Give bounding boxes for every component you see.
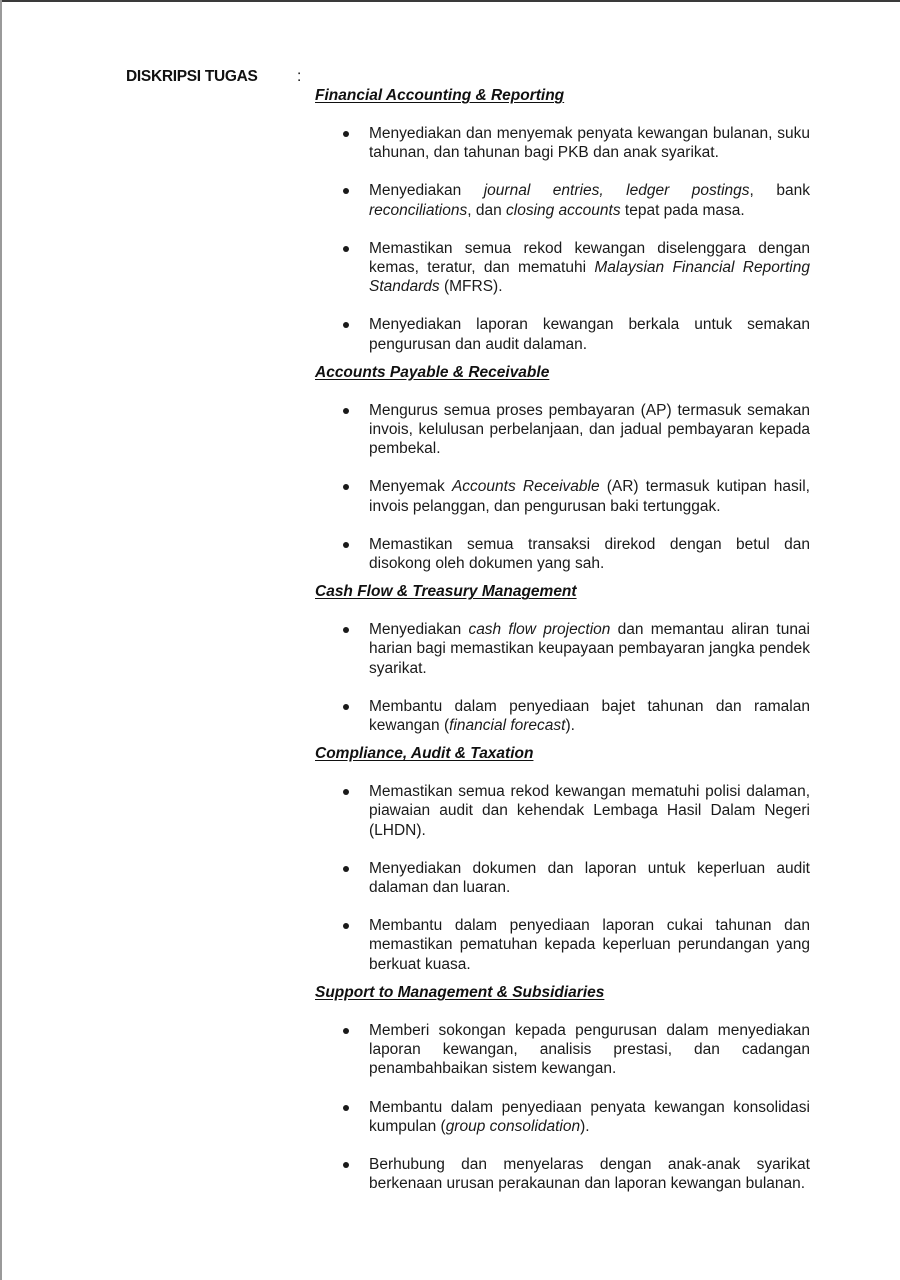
text-run: , bank xyxy=(749,182,810,200)
page-top-border xyxy=(0,0,900,2)
bullet-list xyxy=(315,124,810,354)
italic-term: reconciliations xyxy=(369,201,468,219)
bullet-icon xyxy=(343,484,349,490)
list-item xyxy=(315,315,810,353)
section-heading: Financial Accounting & Reporting xyxy=(315,87,565,104)
list-item xyxy=(315,859,810,897)
list-item xyxy=(315,620,810,678)
text-run: Menyediakan dan menyemak penyata kewangan bulanan, suku tahunan, dan tahunan bagi PKB dan anak syarikat. xyxy=(369,125,810,162)
page-left-border xyxy=(0,0,2,1280)
list-item-text xyxy=(369,402,810,457)
text-run: (MFRS). xyxy=(439,278,503,296)
bullet-icon xyxy=(343,188,349,194)
italic-term: financial forecast xyxy=(449,717,566,735)
text-run: ). xyxy=(565,717,575,735)
list-item xyxy=(315,697,810,735)
bullet-icon xyxy=(343,542,349,548)
section-financial-accounting-reporting xyxy=(315,86,810,354)
list-item-text xyxy=(369,536,810,572)
list-item xyxy=(315,535,810,573)
section-support-to-management-subsidiaries xyxy=(315,983,810,1193)
list-item-text xyxy=(369,240,810,295)
text-run: Memastikan semua rekod kewangan mematuhi polisi dalaman, piawaian audit dan kehendak Lembaga Hasil Dalam Negeri (LHDN). xyxy=(369,783,810,839)
bullet-list xyxy=(315,401,810,573)
bullet-icon xyxy=(343,704,349,710)
text-run: Memastikan semua rekod kewangan diselenggara dengan kemas, teratur, dan mematuhi xyxy=(369,239,810,277)
bullet-icon xyxy=(343,131,349,137)
text-run: , dan xyxy=(467,201,506,219)
bullet-icon xyxy=(343,627,349,633)
section-compliance-audit-taxation xyxy=(315,744,810,974)
section-heading: Cash Flow & Treasury Management xyxy=(315,583,577,601)
list-item-text xyxy=(369,125,810,161)
text-run: Menyediakan xyxy=(369,182,484,200)
bullet-icon xyxy=(343,1162,349,1168)
bullet-icon xyxy=(343,1105,349,1111)
bullet-icon xyxy=(343,408,349,414)
bullet-list xyxy=(315,620,810,735)
list-item xyxy=(315,239,810,297)
section-accounts-payable-receivable xyxy=(315,363,810,573)
italic-term: cash flow projection xyxy=(468,621,611,639)
list-item xyxy=(315,1098,810,1136)
section-heading: Support to Management & Subsidiaries xyxy=(315,983,605,1001)
list-item xyxy=(315,1155,810,1193)
list-item xyxy=(315,477,810,515)
list-item-text xyxy=(369,917,810,972)
text-run: Menyemak xyxy=(369,478,452,496)
field-label-job-description: DISKRIPSI TUGAS xyxy=(126,68,258,85)
text-run: dan memantau aliran tunai harian bagi memastikan keupayaan pembayaran jangka pendek syarikat. xyxy=(369,621,810,677)
text-run: Membantu dalam penyediaan laporan cukai tahunan dan memastikan pematuhan kepada keperluan perundangan yang berkuat kuasa. xyxy=(369,917,810,973)
list-item-text xyxy=(369,316,810,352)
bullet-icon xyxy=(343,866,349,872)
list-item xyxy=(315,1021,810,1079)
list-item-text xyxy=(369,621,810,676)
italic-term: closing accounts xyxy=(506,201,621,219)
list-item-text xyxy=(369,1099,810,1135)
text-run: tepat pada masa. xyxy=(620,201,745,219)
section-heading: Accounts Payable & Receivable xyxy=(315,363,550,381)
text-run: (AR) termasuk kutipan hasil, invois pelanggan, dan pengurusan baki tertunggak. xyxy=(369,478,810,515)
section-cash-flow-treasury-management xyxy=(315,582,810,735)
text-run: Menyediakan laporan kewangan berkala untuk semakan pengurusan dan audit dalaman. xyxy=(369,316,810,353)
list-item xyxy=(315,782,810,840)
list-item-text xyxy=(369,698,810,734)
bullet-icon xyxy=(343,923,349,929)
bullet-icon xyxy=(343,246,349,252)
text-run: Menyediakan dokumen dan laporan untuk keperluan audit dalaman dan luaran. xyxy=(369,859,810,897)
list-item-text xyxy=(369,1022,810,1077)
job-description-content xyxy=(315,86,810,1202)
list-item xyxy=(315,916,810,974)
field-separator: : xyxy=(297,68,302,85)
bullet-list xyxy=(315,1021,810,1193)
italic-term: Malaysian Financial Reporting Standards xyxy=(369,259,810,296)
text-run: Membantu dalam penyediaan bajet tahunan dan ramalan kewangan ( xyxy=(369,697,810,735)
italic-term: journal entries, ledger postings xyxy=(483,182,750,200)
list-item-text xyxy=(369,860,810,896)
bullet-icon xyxy=(343,1028,349,1034)
list-item xyxy=(315,124,810,162)
bullet-icon xyxy=(343,322,349,328)
text-run: Memastikan semua transaksi direkod dengan betul dan disokong oleh dokumen yang sah. xyxy=(369,535,810,573)
text-run: Membantu dalam penyediaan penyata kewangan konsolidasi kumpulan ( xyxy=(369,1098,810,1135)
text-run: Berhubung dan menyelaras dengan anak-anak syarikat berkenaan urusan perakaunan dan laporan kewangan bulanan. xyxy=(369,1155,810,1193)
list-item-text xyxy=(369,182,810,218)
list-item-text xyxy=(369,478,810,514)
italic-term: Accounts Receivable xyxy=(451,478,600,496)
bullet-list xyxy=(315,782,810,974)
text-run: ). xyxy=(580,1117,590,1135)
text-run: Memberi sokongan kepada pengurusan dalam menyediakan laporan kewangan, analisis prestasi, dan cadangan penambahbaikan sistem kewangan. xyxy=(369,1021,810,1078)
italic-term: group consolidation xyxy=(445,1117,581,1135)
section-heading: Compliance, Audit & Taxation xyxy=(315,745,534,763)
list-item-text xyxy=(369,783,810,838)
bullet-icon xyxy=(343,789,349,795)
text-run: Menyediakan xyxy=(369,621,469,639)
list-item-text xyxy=(369,1156,810,1192)
list-item xyxy=(315,181,810,219)
text-run: Mengurus semua proses pembayaran (AP) termasuk semakan invois, kelulusan perbelanjaan, dan jadual pembayaran kepada pembekal. xyxy=(369,401,810,458)
list-item xyxy=(315,401,810,459)
